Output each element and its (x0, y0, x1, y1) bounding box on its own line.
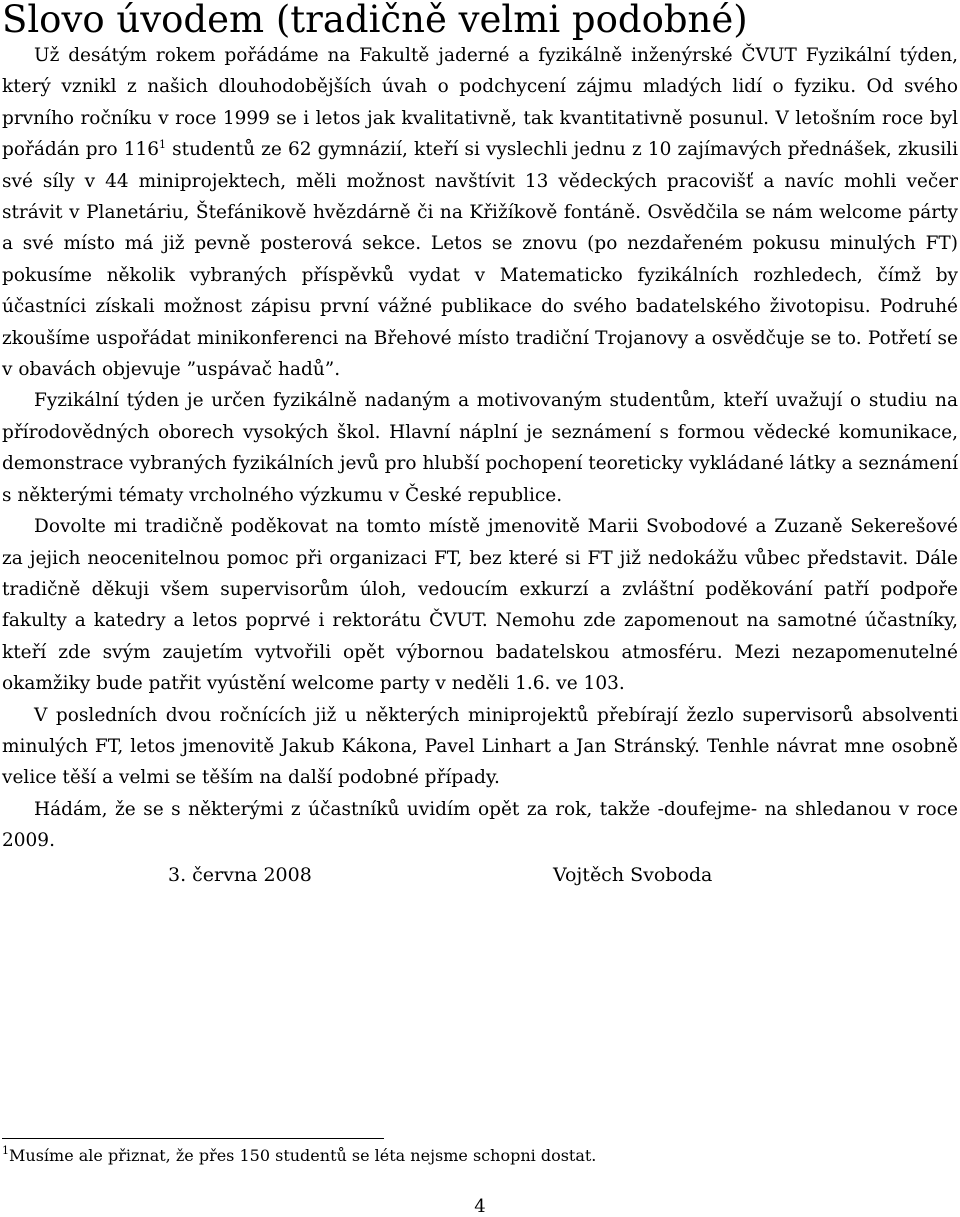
paragraph-1-part-b: studentů ze 62 gymnázií, kteří si vyslechli jednu z 10 zajímavých přednášek, zkusili své síly v 44 miniprojektech, měli možnost navštívit 13 vědeckých pracovišť a navíc mohli večer strávit v Planetáriu, Štefánikově hvězdárně či na Křižíkově fontáně. Osvědčila se nám welcome párty a své místo má již pevně posterová sekce. Letos se znovu (po nezdařeném pokusu minulých FT) pokusíme několik vybraných příspěvků vydat v Matematicko fyzikálních rozhledech, čímž by účastníci získali možnost zápisu první vážné publikace do svého badatelského životopisu. Podruhé zkoušíme uspořádat minikonferenci na Břehové místo tradiční Trojanovy a osvědčuje se to. Potřetí se v obavách objevuje ”uspávač hadů”. (2, 139, 958, 381)
footnote-reference: 1 (159, 138, 167, 152)
paragraph-4: V posledních dvou ročnících již u některých miniprojektů přebírají žezlo supervisorů absolventi minulých FT, letos jmenovitě Jakub Kákona, Pavel Linhart a Jan Stránský. Tenhle návrat mne osobně velice těší a velmi se těším na další podobné případy. (2, 704, 958, 789)
signature-name: Vojtěch Svoboda (553, 864, 713, 886)
paragraph-5: Hádám, že se s některými z účastníků uvidím opět za rok, takže -doufejme- na shledanou v roce 2009. (2, 798, 958, 852)
footnote-rule (2, 1138, 384, 1139)
footnote-mark: 1 (2, 1144, 9, 1157)
paragraph-3: Dovolte mi tradičně poděkovat na tomto místě jmenovitě Marii Svobodové a Zuzaně Sekerešové za jejich neocenitelnou pomoc při organizaci FT, bez které si FT již nedokážu vůbec představit. Dále tradičně děkuji všem supervisorům úloh, vedoucím exkurzí a zvláštní poděkování patří podpoře fakulty a katedry a letos poprvé i rektorátu ČVUT. Nemohu zde zapomenout na samotné účastníky, kteří zde svým zaujetím vytvořili opět výbornou badatelskou atmosféru. Mezi nezapomenutelné okamžiky bude patřit vyústění welcome party v neděli 1.6. ve 103. (2, 516, 958, 695)
body-text (2, 40, 958, 857)
page-title: Slovo úvodem (tradičně velmi podobné) (2, 0, 748, 41)
footnote-text: Musíme ale přiznat, že přes 150 studentů se léta nejsme schopni dostat. (9, 1146, 597, 1165)
page-number: 4 (474, 1196, 486, 1217)
footnote (2, 1146, 596, 1165)
paragraph-2: Fyzikální týden je určen fyzikálně nadaným a motivovaným studentům, kteří uvažují o studiu na přírodovědných oborech vysokých škol. Hlavní náplní je seznámení s formou vědecké komunikace, demonstrace vybraných fyzikálních jevů pro hlubší pochopení teoreticky vykládané látky a seznámení s některými tématy vrcholného výzkumu v České republice. (2, 390, 958, 506)
paragraph-1 (2, 40, 958, 385)
paragraph-1-part-a: Už desátým rokem pořádáme na Fakultě jaderné a fyzikálně inženýrské ČVUT Fyzikální týden, který vznikl z našich dlouhodobějších úvah o podchycení zájmu mladých lidí o fyziku. Od svého prvního ročníku v roce 1999 se i letos jak kvalitativně, tak kvantitativně posunul. V letošním roce byl pořádán pro 116 (2, 45, 958, 161)
signature-date: 3. června 2008 (168, 864, 312, 886)
